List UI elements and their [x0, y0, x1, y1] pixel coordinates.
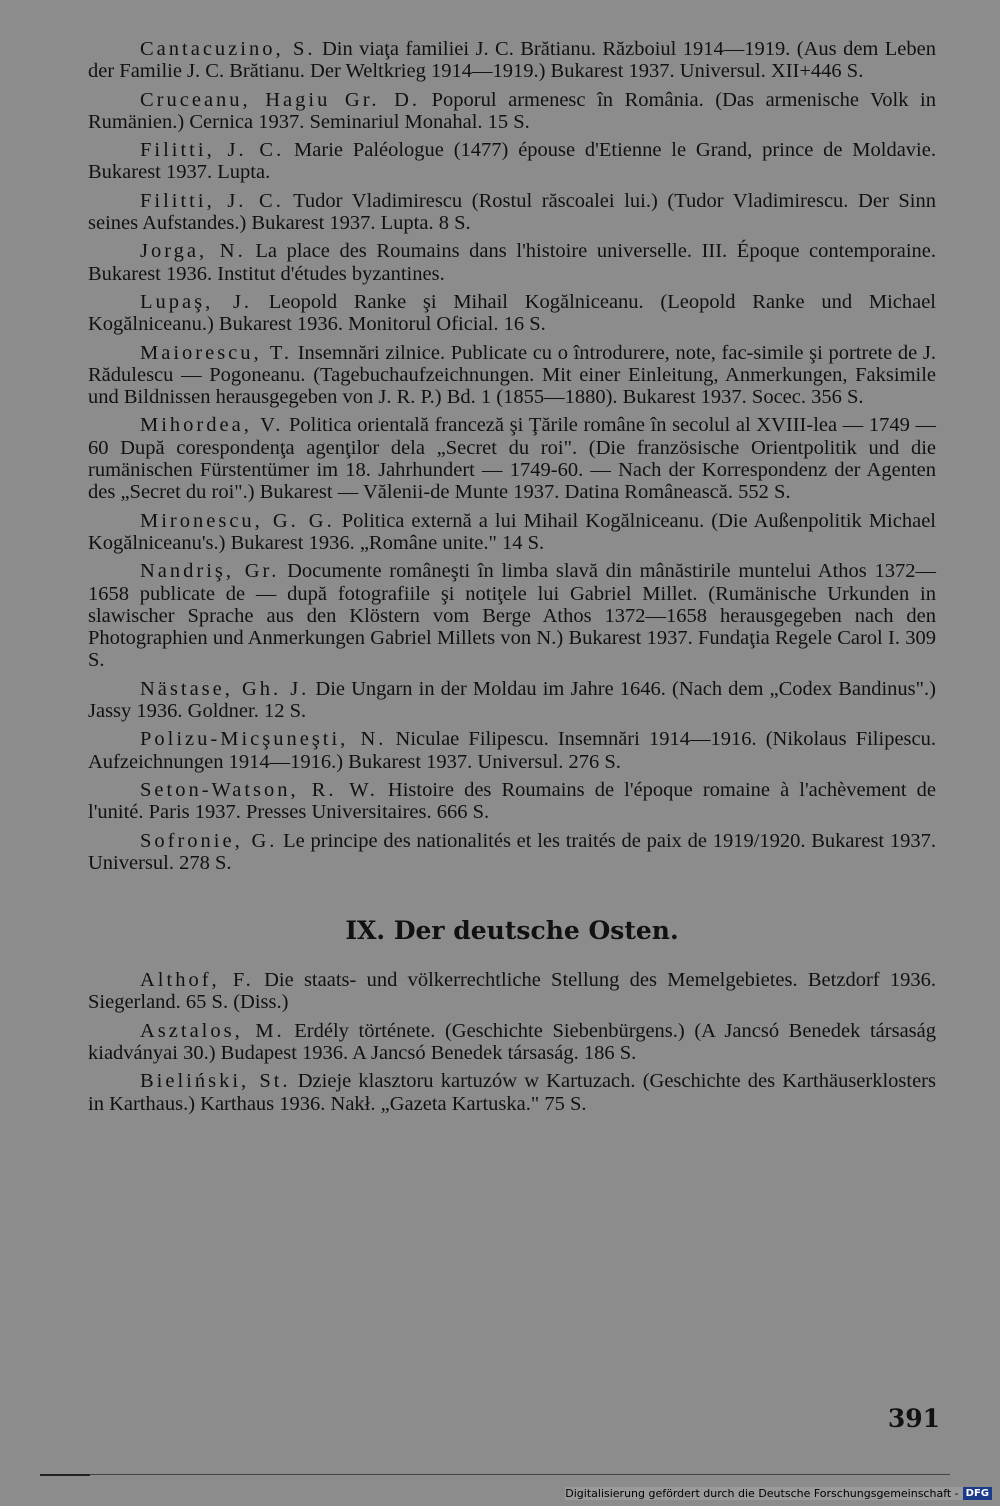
- bibliography-entry: [88, 510, 936, 555]
- entry-text: La place des Roumains dans l'histoire universelle. III. Époque contemporaine. Bukarest 1936. Institut d'études byzantines.: [88, 240, 936, 285]
- bibliography-entry: [88, 1070, 936, 1115]
- bibliography-list-bottom: [88, 969, 936, 1115]
- entry-text: Poporul armenesc în România. (Das armenische Volk in Rumänien.) Cernica 1937. Seminariul Monahal. 15 S.: [88, 88, 936, 133]
- bibliography-entry: [88, 969, 936, 1014]
- entry-author: Nästase, Gh. J.: [140, 677, 310, 700]
- entry-text: Le principe des nationalités et les traités de paix de 1919/1920. Bukarest 1937. Universul. 278 S.: [88, 829, 936, 874]
- entry-author: Jorga, N.: [140, 240, 246, 263]
- entry-text: Politica externă a lui Mihail Kogălniceanu. (Die Außenpolitik Michael Kogălniceanu's.) Bukarest 1936. „Române unite." 14 S.: [88, 509, 936, 554]
- entry-author: Lupaş, J.: [140, 290, 253, 313]
- entry-text: Din viaţa familiei J. C. Brătianu. Războiul 1914—1919. (Aus dem Leben der Familie J. C. Brătianu. Der Weltkrieg 1914—1919.) Bukarest 1937. Universul. XII+446 S.: [88, 38, 936, 83]
- bibliography-entry: [88, 291, 936, 336]
- entry-text: Insemnări zilnice. Publicate cu o întrodurere, note, fac-simile şi portrete de J. Rădulescu — Pogoneanu. (Tagebuchaufzeichnungen. Mit einer Einleitung, Anmerkungen, Faksimile und Bildnissen herausgegeben von J. R. P.) Bd. 1 (1855—1880). Bukarest 1937. Socec. 356 S.: [88, 341, 936, 409]
- entry-author: Mihordea, V.: [140, 414, 284, 437]
- page-number: 391: [887, 1404, 940, 1433]
- digitization-footer: [565, 1487, 992, 1500]
- bibliography-entry: [88, 139, 936, 184]
- entry-author: Sofronie, G.: [140, 829, 278, 852]
- bibliography-entry: [88, 830, 936, 875]
- entry-author: Polizu-Micşuneşti, N.: [140, 728, 387, 751]
- bibliography-entry: [88, 89, 936, 134]
- bibliography-entry: [88, 560, 936, 671]
- entry-author: Cantacuzino, S.: [140, 38, 316, 60]
- bibliography-entry: [88, 38, 936, 83]
- entry-author: Asztalos, M.: [140, 1019, 285, 1042]
- entry-text: Die staats- und völkerrechtliche Stellung des Memelgebietes. Betzdorf 1936. Siegerland. 65 S. (Diss.): [88, 969, 936, 1014]
- bibliography-entry: [88, 779, 936, 824]
- entry-author: Althof, F.: [140, 969, 254, 992]
- entry-author: Bieliński, St.: [140, 1070, 291, 1093]
- entry-author: Maiorescu, T.: [140, 341, 293, 364]
- bottom-dash: [40, 1474, 90, 1476]
- dfg-logo: DFG: [963, 1487, 992, 1500]
- bottom-rule: [40, 1474, 950, 1475]
- bibliography-entry: [88, 728, 936, 773]
- entry-text: Die Ungarn in der Moldau im Jahre 1646. (Nach dem „Codex Bandinus".) Jassy 1936. Goldner. 12 S.: [88, 677, 936, 723]
- entry-author: Filitti, J. C.: [140, 139, 285, 162]
- entry-author: Cruceanu, Hagiu Gr. D.: [140, 88, 421, 111]
- text-column: [88, 38, 936, 1121]
- bibliography-entry: [88, 1020, 936, 1065]
- entry-text: Tudor Vladimirescu (Rostul răscoalei lui.) (Tudor Vladimirescu. Der Sinn seines Aufstandes.) Bukarest 1937. Lupta. 8 S.: [88, 189, 936, 235]
- bibliography-entry: [88, 240, 936, 285]
- bibliography-entry: [88, 190, 936, 235]
- entry-text: Erdély története. (Geschichte Siebenbürgens.) (A Jancsó Benedek társaság kiadványai 30.) Budapest 1936. A Jancsó Benedek társaság. 186 S.: [88, 1019, 937, 1064]
- section-heading: IX. Der deutsche Osten.: [345, 916, 679, 946]
- entry-text: Politica orientală franceză şi Ţările române în secolul al XVIII-lea — 1749 — 60 După corespondenţa agenţilor dela „Secret du roi". (Die französische Orientpolitik und die rumänischen Fürstentümer im 18. Jahrhundert — 1749-60. — Nach der Korrespondenz der Agenten des „Secret du roi".) Bukarest — Vălenii-de Munte 1937. Datina Românească. 552 S.: [88, 414, 936, 504]
- entry-text: Leopold Ranke şi Mihail Kogălniceanu. (Leopold Ranke und Michael Kogălniceanu.) Bukarest 1936. Monitorul Oficial. 16 S.: [88, 290, 937, 336]
- entry-text: Dzieje klasztoru kartuzów w Kartuzach. (Geschichte des Karthäuserklosters in Karthaus.) Karthaus 1936. Nakł. „Gazeta Kartuska." 75 S.: [88, 1070, 936, 1115]
- entry-text: Niculae Filipescu. Insemnări 1914—1916. (Nikolaus Filipescu. Aufzeichnungen 1914—1916.) Bukarest 1937. Universul. 276 S.: [88, 728, 936, 773]
- entry-author: Seton-Watson, R. W.: [140, 778, 378, 801]
- bibliography-entry: [88, 678, 936, 723]
- entry-author: Mironescu, G. G.: [140, 509, 335, 532]
- entry-author: Filitti, J. C.: [140, 189, 284, 212]
- bibliography-entry: [88, 414, 936, 503]
- bibliography-entry: [88, 342, 936, 409]
- bibliography-list-top: [88, 38, 936, 874]
- entry-text: Documente româneşti în limba slavă din mânăstirile muntelui Athos 1372—1658 publicate de — după fotografiile şi notiţele lui Gabriel Millet. (Rumänische Urkunden in slawischer Sprache aus den Klöstern vom Berge Athos 1372—1658 herausgegeben nach den Photographien und Anmerkungen Gabriel Millets von N.) Bukarest 1937. Fundaţia Regele Carol I. 309 S.: [88, 560, 936, 672]
- entry-text: Marie Paléologue (1477) épouse d'Etienne le Grand, prince de Moldavie. Bukarest 1937. Lupta.: [88, 139, 936, 184]
- entry-author: Nandriş, Gr.: [140, 560, 280, 583]
- entry-text: Histoire des Roumains de l'époque romaine à l'achèvement de l'unité. Paris 1937. Presses Universitaires. 666 S.: [88, 778, 936, 824]
- footer-text: Digitalisierung gefördert durch die Deutsche Forschungsgemeinschaft -: [565, 1487, 959, 1500]
